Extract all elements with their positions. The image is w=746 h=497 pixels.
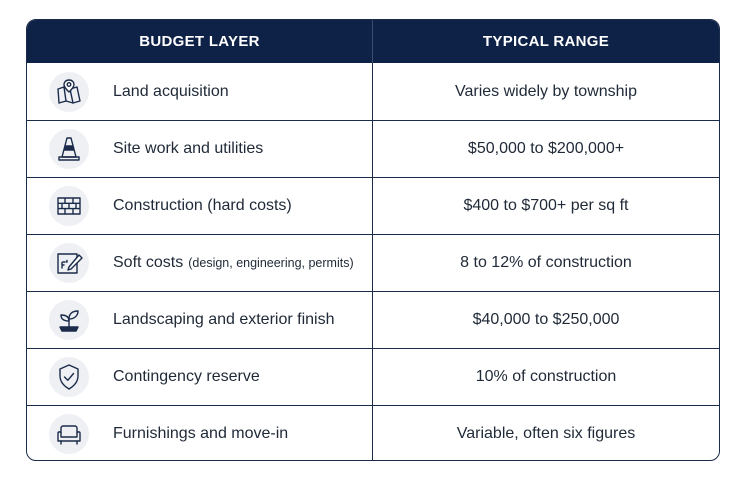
layer-cell	[27, 63, 373, 120]
layer-label: Site work and utilities	[113, 140, 264, 157]
table-body	[27, 63, 719, 461]
layer-cell	[27, 178, 373, 234]
layer-cell	[27, 121, 373, 177]
traffic-cone-icon	[49, 129, 89, 169]
table-row	[27, 348, 719, 405]
blueprint-pencil-icon	[49, 243, 89, 283]
range-cell: 8 to 12% of construction	[460, 254, 632, 271]
range-cell: Variable, often six figures	[456, 425, 636, 442]
range-cell: $400 to $700+ per sq ft	[463, 197, 629, 214]
sprout-icon	[49, 300, 89, 340]
sofa-icon	[49, 414, 89, 454]
layer-cell	[27, 406, 373, 461]
range-cell: $50,000 to $200,000+	[467, 140, 625, 157]
layer-cell	[27, 292, 373, 348]
header-typical-range: TYPICAL RANGE	[482, 33, 610, 50]
table-row	[27, 291, 719, 348]
range-cell: 10% of construction	[475, 368, 617, 385]
layer-note: (design, engineering, permits)	[188, 256, 354, 270]
layer-label: Contingency reserve	[113, 368, 260, 385]
table-header	[27, 20, 719, 63]
layer-label-main: Soft costs	[113, 254, 184, 271]
layer-label	[113, 254, 354, 272]
table-row	[27, 405, 719, 461]
header-budget-layer: BUDGET LAYER	[27, 20, 373, 63]
table-row	[27, 177, 719, 234]
layer-cell	[27, 349, 373, 405]
brick-wall-icon	[49, 186, 89, 226]
range-cell: $40,000 to $250,000	[472, 311, 620, 328]
shield-check-icon	[49, 357, 89, 397]
layer-cell	[27, 235, 373, 291]
layer-label: Land acquisition	[113, 82, 229, 100]
layer-label: Construction (hard costs)	[113, 197, 292, 214]
table-row	[27, 120, 719, 177]
layer-label: Landscaping and exterior finish	[113, 311, 335, 328]
budget-table	[26, 19, 720, 461]
map-pin-icon	[49, 72, 89, 112]
range-cell: Varies widely by township	[454, 82, 637, 100]
table-row	[27, 234, 719, 291]
table-row	[27, 63, 719, 120]
layer-label: Furnishings and move-in	[113, 425, 289, 442]
